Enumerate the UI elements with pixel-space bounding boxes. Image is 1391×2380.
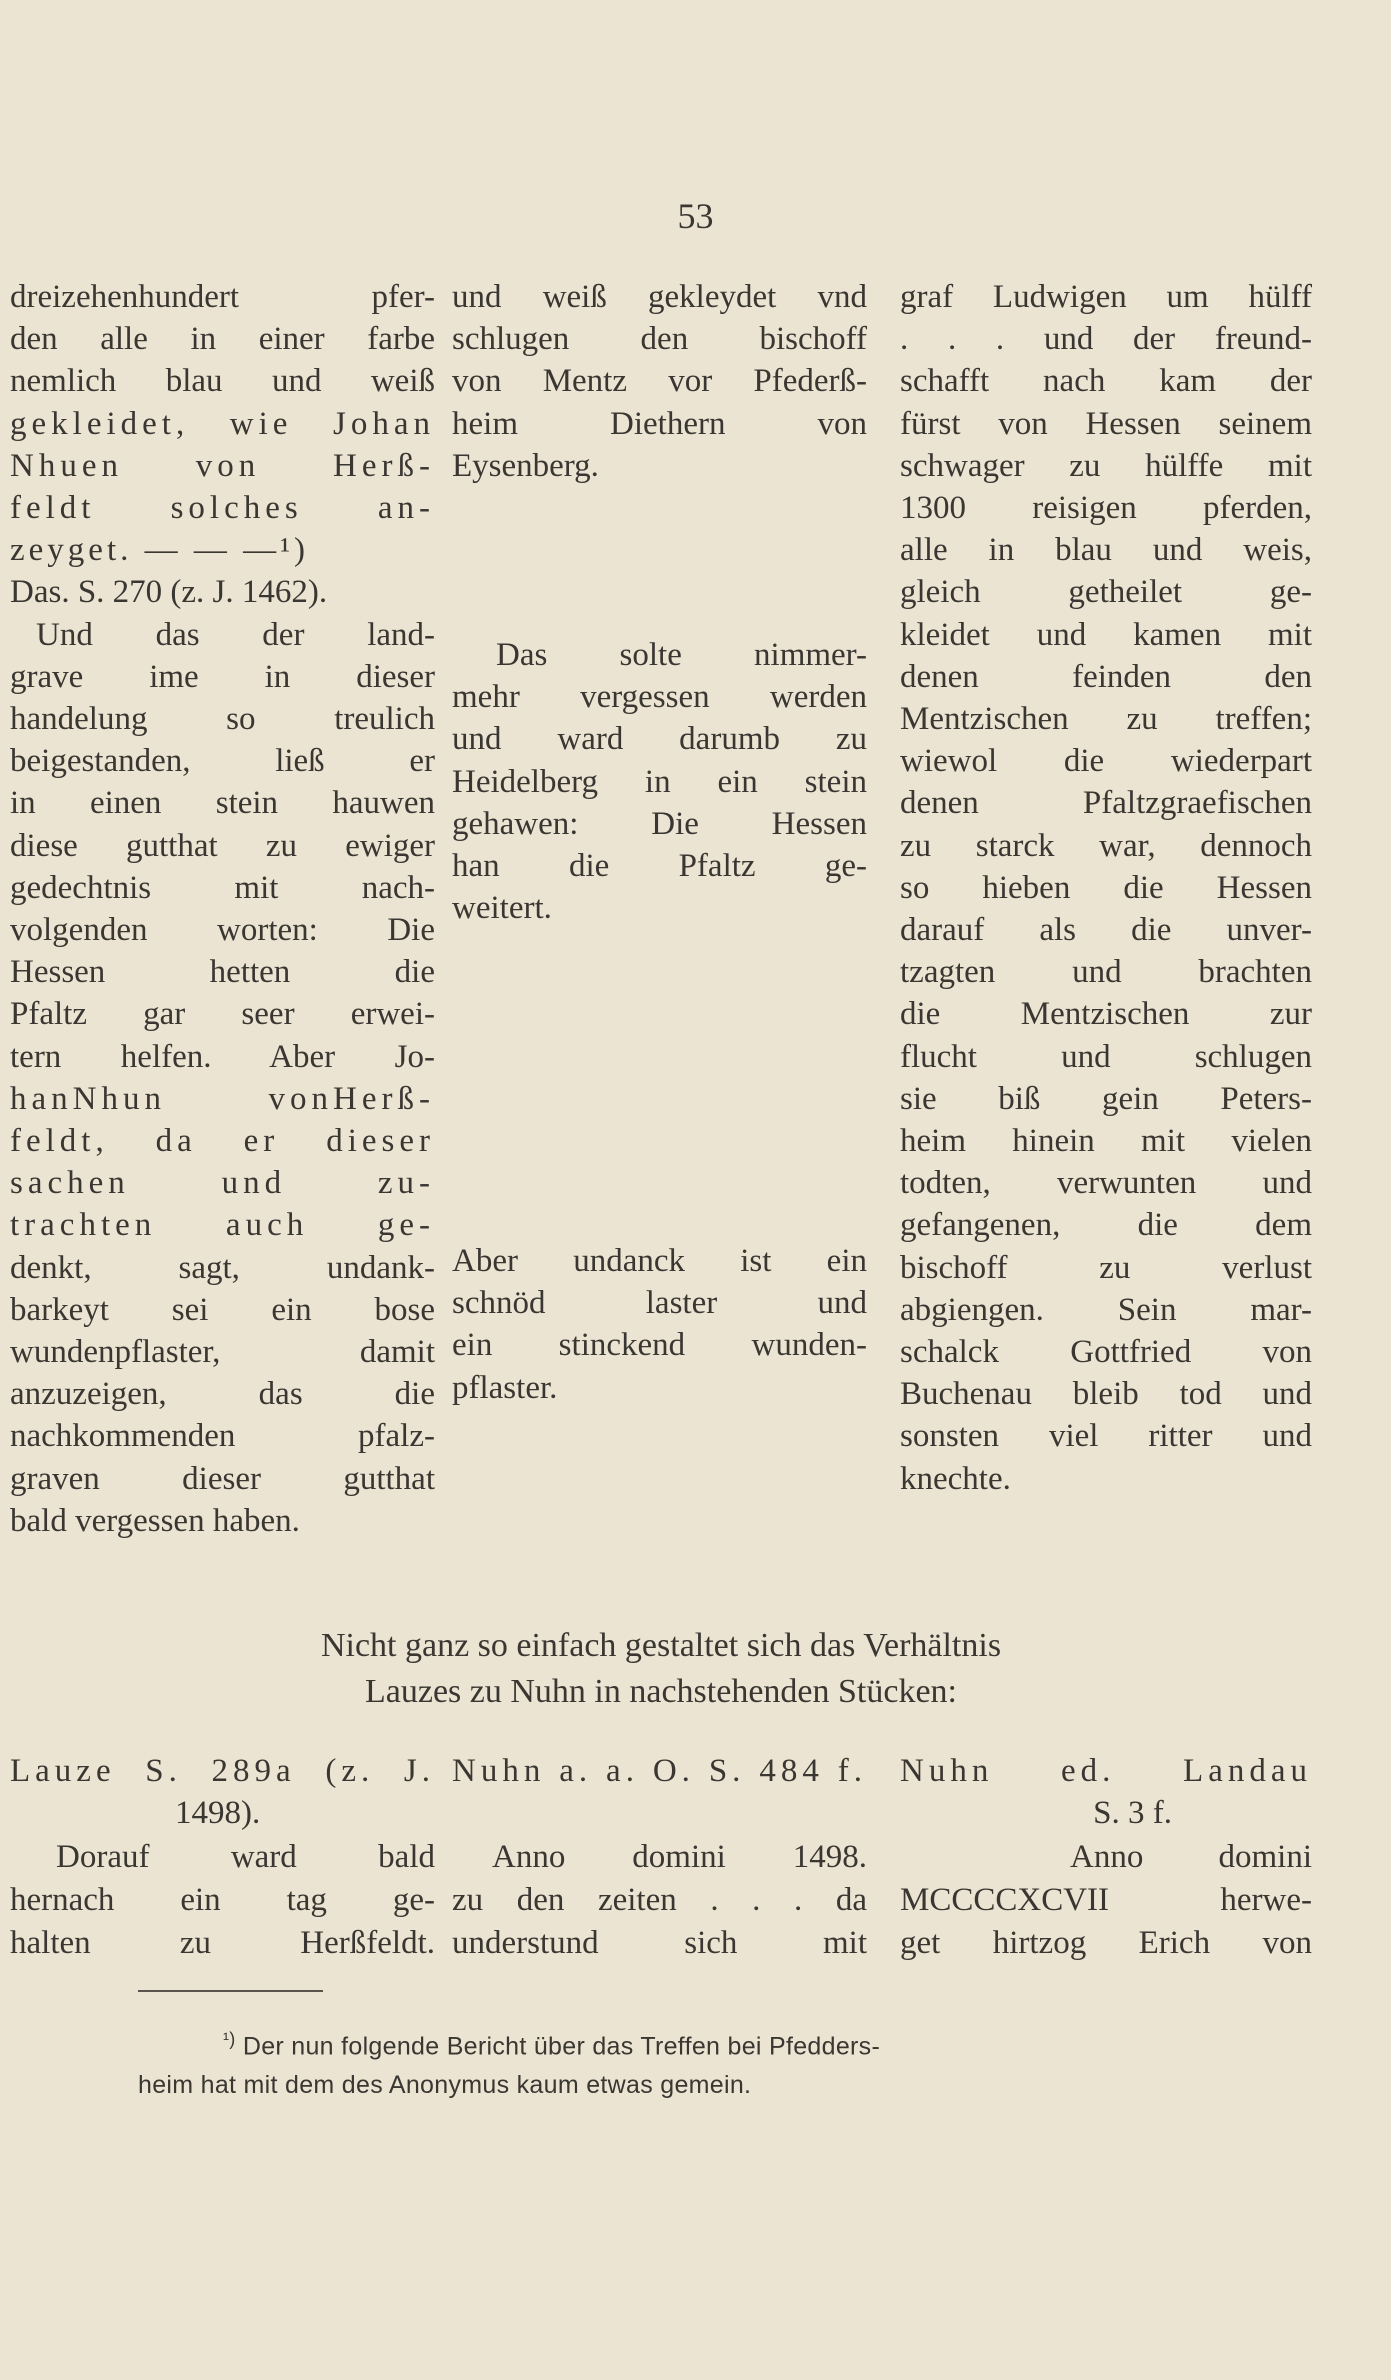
text-line: kleidet und kamen mit <box>900 616 1312 653</box>
text-line: pflaster. <box>452 1369 558 1406</box>
text-line: Anno domini <box>1070 1839 1312 1875</box>
text-line: Buchenau bleib tod und <box>900 1376 1312 1413</box>
text-line: Hessen hetten die <box>10 954 435 991</box>
text-line: schnöd laster und <box>452 1285 867 1322</box>
bottom-column-landau <box>900 1836 1312 1965</box>
text-line: und ward darumb zu <box>452 721 867 758</box>
text-line: wiewol die wiederpart <box>900 743 1312 780</box>
column-landau <box>900 276 1312 1500</box>
text-line: Das solte nimmer- <box>496 637 867 673</box>
text-line: zu starck war, dennoch <box>900 827 1312 864</box>
text-line: handelung so treulich <box>10 701 435 738</box>
text-line: schlugen den bischoff <box>452 321 867 358</box>
text-line: graf Ludwigen um hülff <box>900 279 1312 315</box>
footnote-text-continued: heim hat mit dem des Anonymus kaum etwas gemein. <box>138 2071 752 2100</box>
text-line: schalck Gottfried von <box>900 1334 1312 1371</box>
text-line: feldt, da er dieser <box>10 1123 435 1160</box>
text-line: Aber undanck ist ein <box>452 1243 867 1279</box>
text-line: barkeyt sei ein bose <box>10 1291 435 1328</box>
source-reference: Lauze S. 289a (z. J. <box>10 1753 435 1789</box>
column-nuhn-block-1 <box>452 276 867 487</box>
text-line: weitert. <box>452 890 552 927</box>
bottom-column-nuhn <box>452 1836 867 1965</box>
text-line: den alle in einer farbe <box>10 321 435 358</box>
text-line: sonsten viel ritter und <box>900 1418 1312 1455</box>
text-line: alle in blau und weis, <box>900 532 1312 569</box>
text-line: graven dieser gutthat <box>10 1460 435 1497</box>
text-line: zu den zeiten . . . da <box>452 1882 867 1918</box>
text-line: todten, verwunten und <box>900 1165 1312 1202</box>
text-line: knechte. <box>900 1460 1011 1497</box>
text-line: Und das der land- <box>36 616 435 653</box>
source-reference: S. 3 f. <box>1093 1795 1172 1831</box>
text-line: und weiß gekleydet vnd <box>452 279 867 315</box>
text-line: sie biß gein Peters- <box>900 1080 1312 1117</box>
text-line: denkt, sagt, undank- <box>10 1249 435 1286</box>
column-lauze <box>10 276 435 1542</box>
text-line: gleich getheilet ge- <box>900 574 1312 611</box>
text-line: dreizehenhundert pfer- <box>10 279 435 315</box>
text-line: understund sich mit <box>452 1925 867 1961</box>
text-line: tzagten und brachten <box>900 954 1312 991</box>
text-line: hernach ein tag ge- <box>10 1882 435 1918</box>
source-reference: Nuhn a. a. O. S. 484 f. <box>452 1753 867 1789</box>
text-line: volgenden worten: Die <box>10 912 435 949</box>
text-line: han die Pfaltz ge- <box>452 848 867 885</box>
text-line: bald vergessen haben. <box>10 1502 300 1539</box>
footnote-text: Der nun folgende Bericht über das Treffen bei Pfedders- <box>242 2032 881 2061</box>
text-line: Pfaltz gar seer erwei- <box>10 996 435 1033</box>
text-line: abgiengen. Sein mar- <box>900 1291 1312 1328</box>
text-line: schafft nach kam der <box>900 363 1312 400</box>
text-line: feldt solches an- <box>10 490 435 527</box>
text-line: Anno domini 1498. <box>492 1839 867 1875</box>
text-line: beigestanden, ließ er <box>10 743 435 780</box>
text-line: so hieben die Hessen <box>900 869 1312 906</box>
bottom-column-lauze <box>10 1836 435 1965</box>
text-line: halten zu Herßfeldt. <box>10 1925 435 1961</box>
text-line: tern helfen. Aber Jo- <box>10 1038 435 1075</box>
text-line: anzuzeigen, das die <box>10 1376 435 1413</box>
footnote-marker: ¹) <box>223 2029 236 2049</box>
column-nuhn-block-3 <box>452 1240 867 1409</box>
text-line: flucht und schlugen <box>900 1038 1312 1075</box>
text-line: fürst von Hessen seinem <box>900 405 1312 442</box>
text-line: in einen stein hauwen <box>10 785 435 822</box>
text-line: grave ime in dieser <box>10 658 435 695</box>
text-line: Nhuen von Herß- <box>10 447 435 484</box>
source-heading-nuhn <box>452 1750 867 1792</box>
text-line: Mentzischen zu treffen; <box>900 701 1312 738</box>
text-line: ein stinckend wunden- <box>452 1327 867 1364</box>
text-line: mehr vergessen werden <box>452 679 867 716</box>
text-line: 1300 reisigen pferden, <box>900 490 1312 527</box>
text-line: gehawen: Die Hessen <box>452 805 867 842</box>
page-number: 53 <box>677 196 714 236</box>
text-line: darauf als die unver- <box>900 912 1312 949</box>
text-line: sachen und zu- <box>10 1165 435 1202</box>
source-reference: 1498). <box>175 1795 261 1831</box>
text-line: schwager zu hülffe mit <box>900 447 1312 484</box>
intro-line-2: Lauzes zu Nuhn in nachstehenden Stücken: <box>365 1673 957 1710</box>
text-line: denen Pfaltzgraefischen <box>900 785 1312 822</box>
text-line: . . . und der freund- <box>900 321 1312 358</box>
text-line: get hirtzog Erich von <box>900 1925 1312 1961</box>
source-heading-lauze <box>10 1750 435 1834</box>
source-heading-landau <box>900 1750 1312 1834</box>
text-line: die Mentzischen zur <box>900 996 1312 1033</box>
text-line: zeyget. — — —¹) <box>10 532 309 569</box>
column-nuhn-block-2 <box>452 634 867 929</box>
text-line: denen feinden den <box>900 658 1312 695</box>
text-line: diese gutthat zu ewiger <box>10 827 435 864</box>
text-line: heim Diethern von <box>452 405 867 442</box>
intro-line-1: Nicht ganz so einfach gestaltet sich das Verhältnis <box>320 1627 1002 1664</box>
text-line: MCCCCXCVII herwe- <box>900 1882 1312 1918</box>
source-reference: Das. S. 270 (z. J. 1462). <box>10 574 328 611</box>
text-line: nemlich blau und weiß <box>10 363 435 400</box>
text-line: Dorauf ward bald <box>56 1839 435 1875</box>
text-line: gefangenen, die dem <box>900 1207 1312 1244</box>
text-line: gekleidet, wie Johan <box>10 405 435 442</box>
text-line: heim hinein mit vielen <box>900 1123 1312 1160</box>
text-line: Eysenberg. <box>452 447 599 484</box>
text-line: bischoff zu verlust <box>900 1249 1312 1286</box>
text-line: Heidelberg in ein stein <box>452 763 867 800</box>
source-reference: Nuhn ed. Landau <box>900 1753 1312 1789</box>
text-line: gedechtnis mit nach- <box>10 869 435 906</box>
text-line: hanNhun vonHerß- <box>10 1080 435 1117</box>
text-line: wundenpflaster, damit <box>10 1334 435 1371</box>
text-line: nachkommenden pfalz- <box>10 1418 435 1455</box>
text-line: trachten auch ge- <box>10 1207 435 1244</box>
footnote-rule <box>138 1990 323 1992</box>
footnote <box>138 2020 1228 2105</box>
text-line: von Mentz vor Pfederß- <box>452 363 867 400</box>
